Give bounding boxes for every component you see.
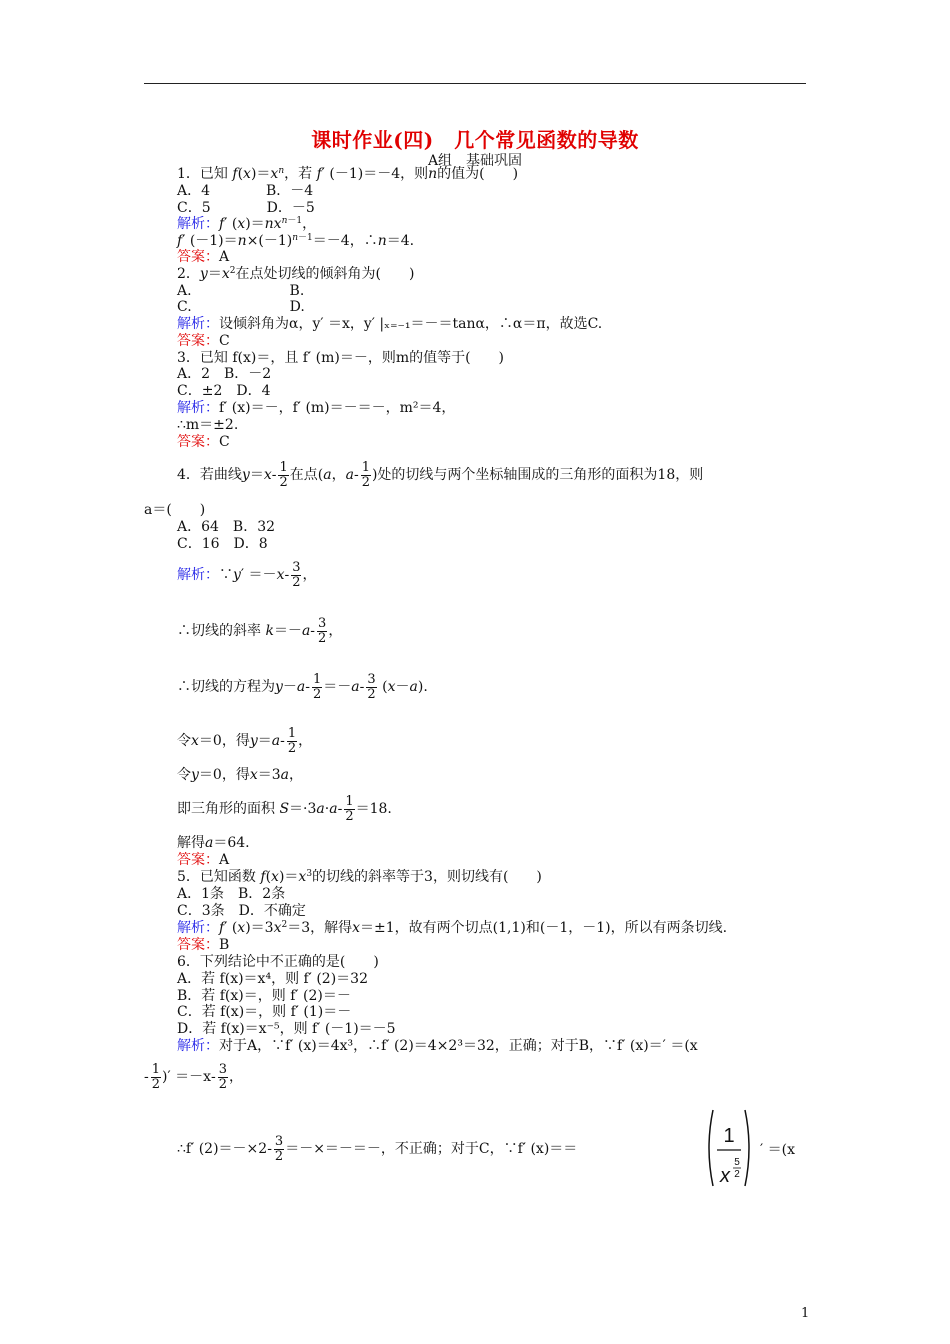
q4-options-ab: A．64 B．32 <box>177 519 276 535</box>
q1-options-ab: A．4 B．－4 <box>177 183 314 199</box>
q5-options-ab: A．1条 B．2条 <box>177 886 286 902</box>
q3-conclusion: ∴m＝±2. <box>177 417 239 433</box>
fraction-one-over-x-power <box>705 1108 753 1188</box>
q2-answer: 答案：C <box>177 333 230 349</box>
q5-analysis: 解析：f′ $(x)=3x^2=3$，解得x＝±1，故有两个切点(1,1)和(－1，－1)，所以有两条切线. <box>177 920 728 936</box>
q2-options-ab: A. B. <box>177 283 305 299</box>
q5-stem: 5．已知函数 $f(x)=x^3$的切线的斜率等于3，则切线有( ) <box>177 869 542 885</box>
q6-analysis: 解析：对于A，∵f′ (x)＝4x³，∴f′ (2)＝4×2³＝32，正确；对于B，∵f′ (x)＝′ ＝(x <box>177 1038 698 1054</box>
q1-stem: 1．已知 $f(x)=x^n$，若 f′ (－1)＝－4，则n的值为( ) <box>177 166 519 182</box>
q3-answer: 答案：C <box>177 434 230 450</box>
q6-analysis-line2: - $\frac{1}{2}$ )′ ＝－x- $\frac{3}{2}$ ， <box>144 1061 244 1092</box>
page-title: 课时作业(四) 几个常见函数的导数 <box>311 128 639 152</box>
q6-stem: 6．下列结论中不正确的是( ) <box>177 954 379 970</box>
q4-area: 即三角形的面积 S＝·3a·a- $\frac{1}{2}$ ＝18. <box>177 793 392 824</box>
q4-set-x: 令x＝0，得y＝a- $\frac{1}{2}$ ， <box>177 725 313 756</box>
page-number: 1 <box>801 1306 810 1321</box>
q2-analysis: 解析：设倾斜角为α，y′ ＝x，y′ |ₓ₌₋₁＝－＝tanα，∴α＝π，故选C. <box>177 316 603 332</box>
q6-option-a: A．若 f(x)＝x⁴，则 f′ (2)＝32 <box>177 971 368 987</box>
q6-option-d: D．若 f(x)＝x⁻⁵，则 f′ (－1)＝－5 <box>177 1021 396 1037</box>
q4-stem-line2: a＝( ) <box>144 502 206 518</box>
q4-slope: ∴切线的斜率 k＝－a- $\frac{3}{2}$ ， <box>177 615 343 646</box>
q2-options-cd: C. D. <box>177 299 305 315</box>
svg-text:x: x <box>720 1165 730 1187</box>
q5-answer: 答案：B <box>177 937 230 953</box>
q3-options-cd: C．±2 D．4 <box>177 383 271 399</box>
q1-answer: 答案：A <box>177 249 230 265</box>
q6-analysis-line3-end: ′ ＝(x <box>760 1142 795 1158</box>
q2-stem: 2．$y=x^2$在点处切线的倾斜角为( ) <box>177 266 415 282</box>
svg-text:1: 1 <box>723 1125 735 1147</box>
q3-stem: 3．已知 f(x)＝，且 f′ (m)＝－，则m的值等于( ) <box>177 350 505 366</box>
q4-options-cd: C．16 D．8 <box>177 536 268 552</box>
q3-analysis: 解析：f′ (x)＝－，f′ (m)＝－＝－，m²＝4， <box>177 400 456 416</box>
q3-options-ab: A．2 B．－2 <box>177 366 272 382</box>
q6-analysis-line3: ∴f′ (2)＝－×2- $\frac{3}{2}$ ＝－×＝－＝－，不正确；对于C，∵f′ (x)＝＝ <box>177 1133 578 1164</box>
section-subtitle: A组 基础巩固 <box>427 153 523 169</box>
svg-text:2: 2 <box>734 1169 740 1180</box>
header-rule <box>144 83 806 84</box>
svg-text:5: 5 <box>734 1157 740 1168</box>
q4-set-y: 令y＝0，得x＝3a， <box>177 767 304 783</box>
q5-options-cd: C．3条 D．不确定 <box>177 903 306 919</box>
q6-option-b: B．若 f(x)＝，则 f′ (2)＝－ <box>177 988 351 1004</box>
q1-analysis: 解析：f′ $(x)=nx^{n-1}$， <box>177 216 317 232</box>
q4-stem: 4．若曲线y＝x- $\frac{1}{2}$ 在点(a，a- $\frac{1}{2}$ )处的切线与两个坐标轴围成的三角形的面积为18，则 <box>177 459 704 490</box>
q4-tangent: ∴切线的方程为y－a- $\frac{1}{2}$ ＝－a- $\frac{3}{2}$ (x－a). <box>177 671 428 702</box>
q6-option-c: C．若 f(x)＝，则 f′ (1)＝－ <box>177 1004 352 1020</box>
q1-analysis-line2: f′ $(-1)=n\times(-1)^{n-1}=-4$，∴n＝4. <box>177 233 415 249</box>
q4-analysis: 解析：∵y′ ＝－x- $\frac{3}{2}$ ， <box>177 559 317 590</box>
q4-answer: 答案：A <box>177 852 230 868</box>
q1-options-cd: C．5 D．－5 <box>177 200 315 216</box>
q4-solve: 解得a＝64. <box>177 835 250 851</box>
